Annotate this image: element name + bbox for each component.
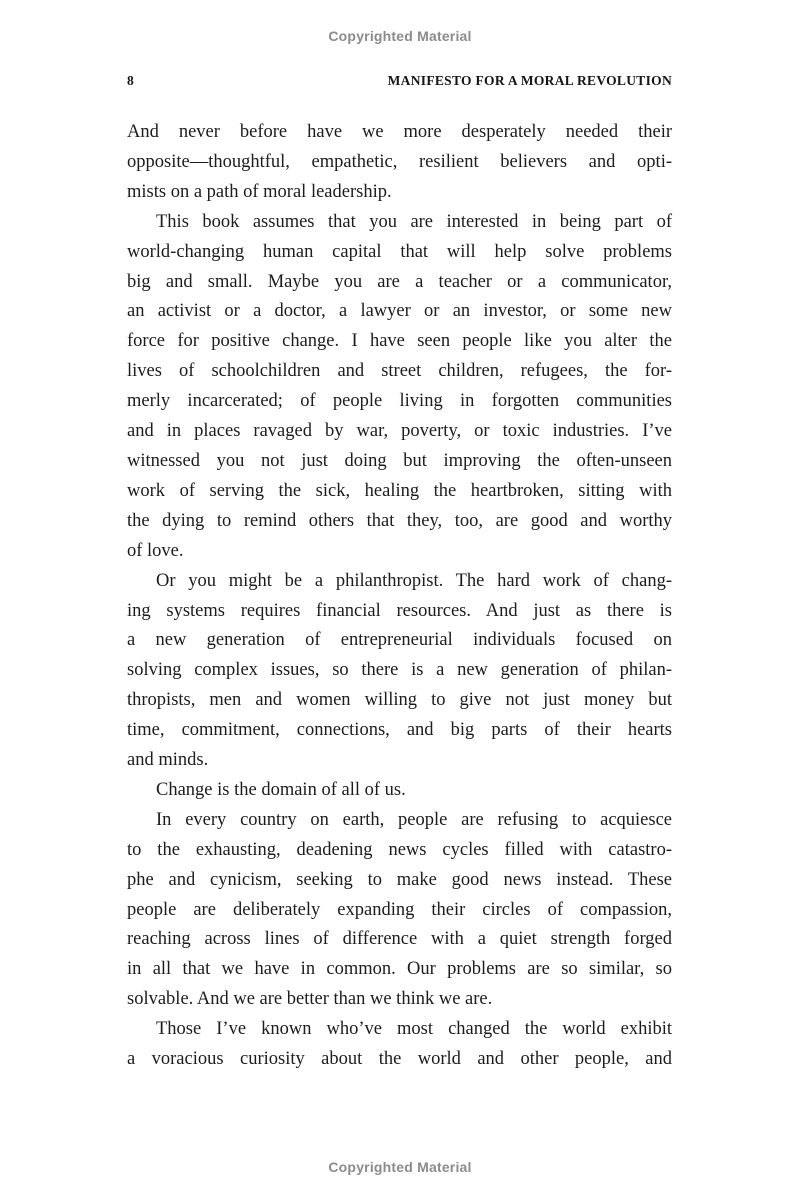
text-line: solving complex issues, so there is a new generation of philan- [127, 660, 672, 681]
copyright-notice-bottom: Copyrighted Material [328, 1159, 472, 1175]
text-line: And never before have we more desperately needed their [127, 122, 672, 142]
text-line: thropists, men and women willing to give not just money but [127, 690, 672, 711]
text-line: the dying to remind others that they, too, are good and worthy [127, 510, 672, 531]
text-line: and minds. [127, 750, 209, 771]
text-line: people are deliberately expanding their circles of compassion, [127, 899, 672, 920]
page-number: 8 [127, 73, 135, 88]
text-line: time, commitment, connections, and big parts of their hearts [127, 720, 672, 741]
text-line: In every country on earth, people are refusing to acquiesce [156, 809, 672, 830]
text-line: big and small. Maybe you are a teacher or a communicator, [127, 271, 672, 292]
copyright-notice-top: Copyrighted Material [328, 28, 472, 44]
text-line: and in places ravaged by war, poverty, or toxic industries. I’ve [127, 421, 672, 442]
text-line: work of serving the sick, healing the heartbroken, sitting with [127, 480, 672, 501]
text-line: phe and cynicism, seeking to make good news instead. These [127, 869, 672, 890]
running-head: MANIFESTO FOR A MORAL REVOLUTION [387, 73, 672, 88]
text-line: opposite—thoughtful, empathetic, resilient believers and opti- [127, 151, 672, 172]
text-line: Or you might be a philanthropist. The hard work of chang- [156, 570, 672, 591]
text-line: mists on a path of moral leadership. [127, 181, 392, 202]
body-text [127, 118, 672, 1075]
text-line: Those I’ve known who’ve most changed the world exhibit [156, 1019, 672, 1040]
text-line: This book assumes that you are interested in being part of [156, 211, 672, 232]
text-line: a voracious curiosity about the world and other people, and [127, 1049, 672, 1070]
text-line: lives of schoolchildren and street children, refugees, the for- [127, 361, 672, 382]
text-line: to the exhausting, deadening news cycles filled with catastro- [127, 839, 672, 860]
text-line: an activist or a doctor, a lawyer or an investor, or some new [127, 301, 672, 322]
text-line: reaching across lines of difference with a quiet strength forged [127, 929, 672, 950]
text-line: solvable. And we are better than we think we are. [127, 989, 493, 1010]
text-line: witnessed you not just doing but improving the often-unseen [127, 450, 672, 471]
text-line: ing systems requires financial resources. And just as there is [127, 600, 672, 621]
text-line: a new generation of entrepreneurial individuals focused on [127, 630, 672, 651]
text-line: force for positive change. I have seen people like you alter the [127, 331, 672, 352]
text-line: in all that we have in common. Our problems are so similar, so [127, 959, 672, 980]
text-line: of love. [127, 540, 184, 561]
text-line: Change is the domain of all of us. [156, 779, 406, 800]
page-header [127, 73, 672, 89]
text-line: merly incarcerated; of people living in forgotten communities [127, 391, 672, 412]
text-line: world-changing human capital that will help solve problems [127, 241, 672, 262]
